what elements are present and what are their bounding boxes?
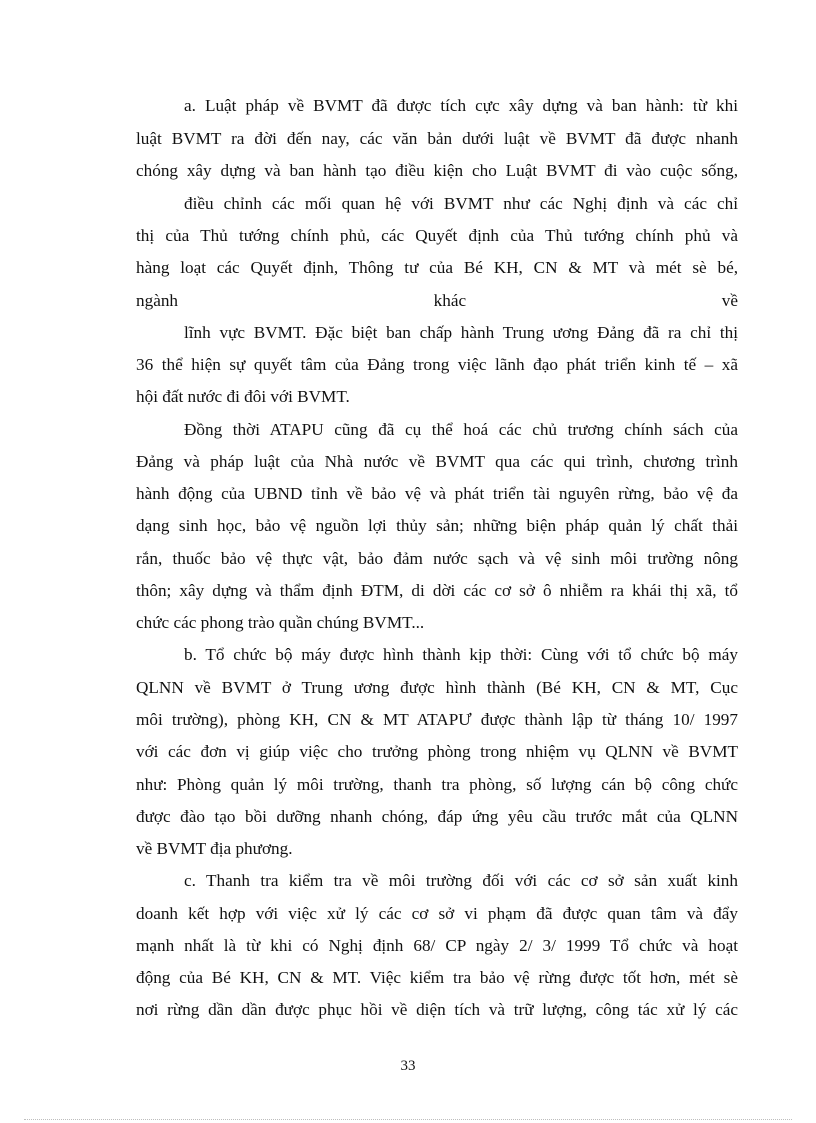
- text-line: về BVMT địa phương.: [136, 839, 293, 858]
- text-line: QLNN về BVMT ở Trung ương được hình thành (Bé KH, CN & MT, Cục: [136, 678, 738, 697]
- text-line: được đào tạo bồi dưỡng nhanh chóng, đáp ứng yêu cầu trước mắt của QLNN: [136, 807, 738, 826]
- text-line: môi trường), phòng KH, CN & MT ATAPƯ được thành lập từ tháng 10/ 1997: [136, 710, 738, 729]
- text-line: thôn; xây dựng và thẩm định ĐTM, di dời các cơ sở ô nhiễm ra khái thị xã, tổ: [136, 581, 738, 600]
- text-line: c. Thanh tra kiểm tra về môi trường đối với các cơ sở sản xuất kinh: [184, 871, 738, 890]
- text-line: Đảng và pháp luật của Nhà nước về BVMT qua các qui trình, chương trình: [136, 452, 738, 471]
- spread-word: khác: [433, 291, 467, 310]
- spread-word: về: [721, 291, 738, 310]
- text-line: rắn, thuốc bảo vệ thực vật, bảo đảm nước sạch và vệ sinh môi trường nông: [136, 549, 738, 568]
- text-line: luật BVMT ra đời đến nay, các văn bản dưới luật về BVMT đã được nhanh: [136, 129, 738, 148]
- footer-divider: [24, 1119, 792, 1120]
- text-line: chức các phong trào quần chúng BVMT...: [136, 613, 425, 632]
- text-line: a. Luật pháp về BVMT đã được tích cực xây dựng và ban hành: từ khi: [184, 96, 738, 115]
- text-line: điều chỉnh các mối quan hệ với BVMT như các Nghị định và các chỉ: [184, 194, 738, 213]
- text-line: hội đất nước đi đôi với BVMT.: [136, 387, 350, 406]
- spread-word: ngành: [136, 291, 179, 310]
- text-line: hàng loạt các Quyết định, Thông tư của Bé KH, CN & MT và mét sè bé,: [136, 258, 738, 277]
- page-number: 33: [400, 1058, 416, 1074]
- text-line: thị của Thủ tướng chính phủ, các Quyết định của Thủ tướng chính phủ và: [136, 226, 738, 245]
- text-line: hành động của UBND tỉnh về bảo vệ và phát triển tài nguyên rừng, bảo vệ đa: [136, 484, 738, 503]
- text-line: mạnh nhất là từ khi có Nghị định 68/ CP ngày 2/ 3/ 1999 Tổ chức và hoạt: [136, 936, 738, 955]
- text-line: Đồng thời ATAPU cũng đã cụ thể hoá các chủ trương chính sách của: [184, 420, 738, 439]
- text-line: doanh kết hợp với việc xử lý các cơ sở vi phạm đã được quan tâm và đẩy: [136, 904, 738, 923]
- text-line: với các đơn vị giúp việc cho trưởng phòng trong nhiệm vụ QLNN về BVMT: [136, 742, 738, 761]
- text-line: nơi rừng dần dần được phục hồi về diện tích và trữ lượng, công tác xử lý các: [136, 1000, 738, 1019]
- text-line: 36 thể hiện sự quyết tâm của Đảng trong việc lãnh đạo phát triển kinh tế – xã: [136, 355, 738, 374]
- text-line: như: Phòng quản lý môi trường, thanh tra phòng, số lượng cán bộ công chức: [136, 775, 738, 794]
- spread-line: [136, 290, 738, 312]
- text-line: b. Tổ chức bộ máy được hình thành kịp thời: Cùng với tổ chức bộ máy: [184, 645, 738, 664]
- text-line: chóng xây dựng và ban hành tạo điều kiện cho Luật BVMT đi vào cuộc sống,: [136, 161, 738, 180]
- text-line: lĩnh vực BVMT. Đặc biệt ban chấp hành Trung ương Đảng đã ra chỉ thị: [184, 323, 738, 342]
- text-line: dạng sinh học, bảo vệ nguồn lợi thủy sản; những biện pháp quản lý chất thải: [136, 516, 738, 535]
- text-line: động của Bé KH, CN & MT. Việc kiểm tra bảo vệ rừng được tốt hơn, mét sè: [136, 968, 738, 987]
